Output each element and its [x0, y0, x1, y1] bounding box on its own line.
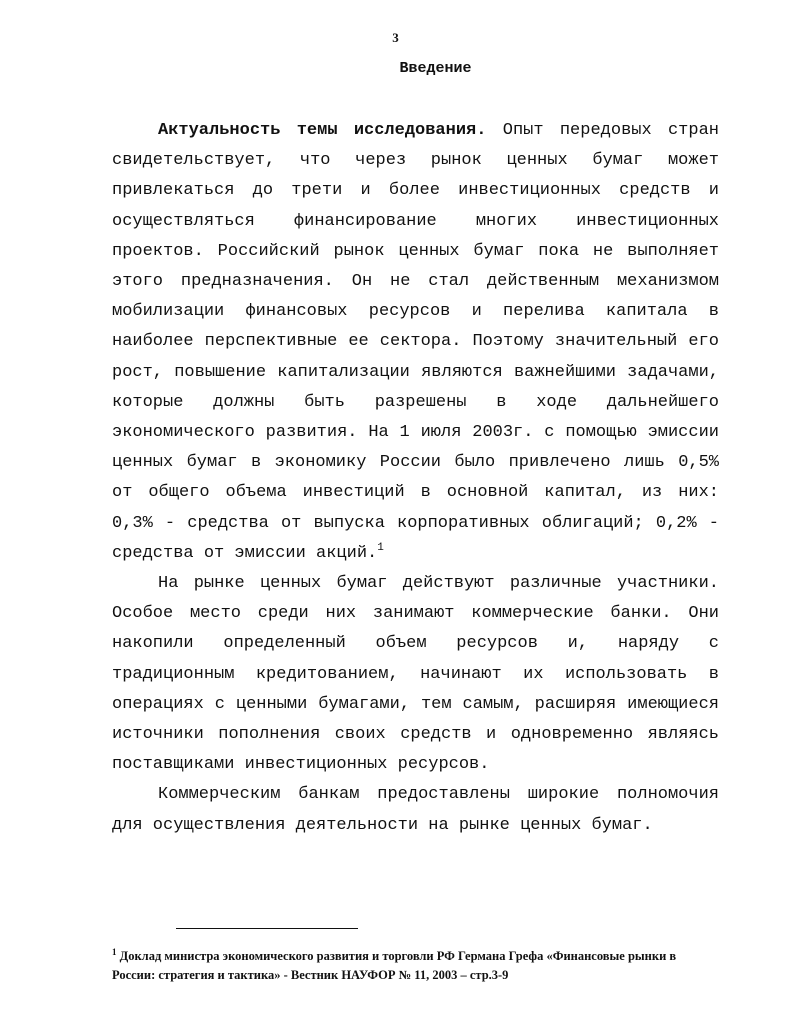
paragraph-1 — [112, 116, 719, 569]
footnote-text: Доклад министра экономического развития и торговли РФ Германа Грефа «Финансовые рынки в России: стратегия и тактика» - Вестник НАУФОР № 11, 2003 – стр.3-9 — [112, 949, 677, 982]
body-text — [112, 116, 719, 841]
paragraph-3: Коммерческим банкам предоставлены широкие полномочия для осуществления деятельности на рынке ценных бумаг. — [112, 785, 719, 835]
page-title: Введение — [399, 60, 472, 77]
footnote-reference: 1 — [377, 541, 384, 554]
footnote — [112, 947, 722, 985]
footnote-divider — [176, 928, 358, 929]
footnote-marker: 1 — [112, 947, 117, 957]
page-number: 3 — [392, 30, 399, 45]
paragraph-2: На рынке ценных бумаг действуют различные участники. Особое место среди них занимают коммерческие банки. Они накопили определенный объем ресурсов и, наряду с традиционным кредитованием, начинают их использовать в операциях с ценными бумагами, тем самым, расширяя имеющиеся источники пополнения своих средств и одновременно являясь поставщиками инвестиционных ресурсов. — [112, 574, 719, 775]
paragraph-1-text: Опыт передовых стран свидетельствует, что через рынок ценных бумаг может привлекаться до трети и более инвестиционных средств и осуществляться финансирование многих инвестиционных проектов. Российский рынок ценных бумаг пока не выполняет этого предназначения. Он не стал действенным механизмом мобилизации финансовых ресурсов и перелива капитала в наиболее перспективные ее сектора. Поэтому значительный его рост, повышение капитализации являются важнейшими задачами, которые должны быть разрешены в ходе дальнейшего экономического развития. На 1 июля 2003г. с помощью эмиссии ценных бумаг в экономику России было привлечено лишь 0,5% от общего объема инвестиций в основной капитал, из них: 0,3% - средства от выпуска корпоративных облигаций; 0,2% - средства от эмиссии акций. — [112, 121, 719, 563]
lead-phrase: Актуальность темы исследования. — [158, 121, 487, 140]
